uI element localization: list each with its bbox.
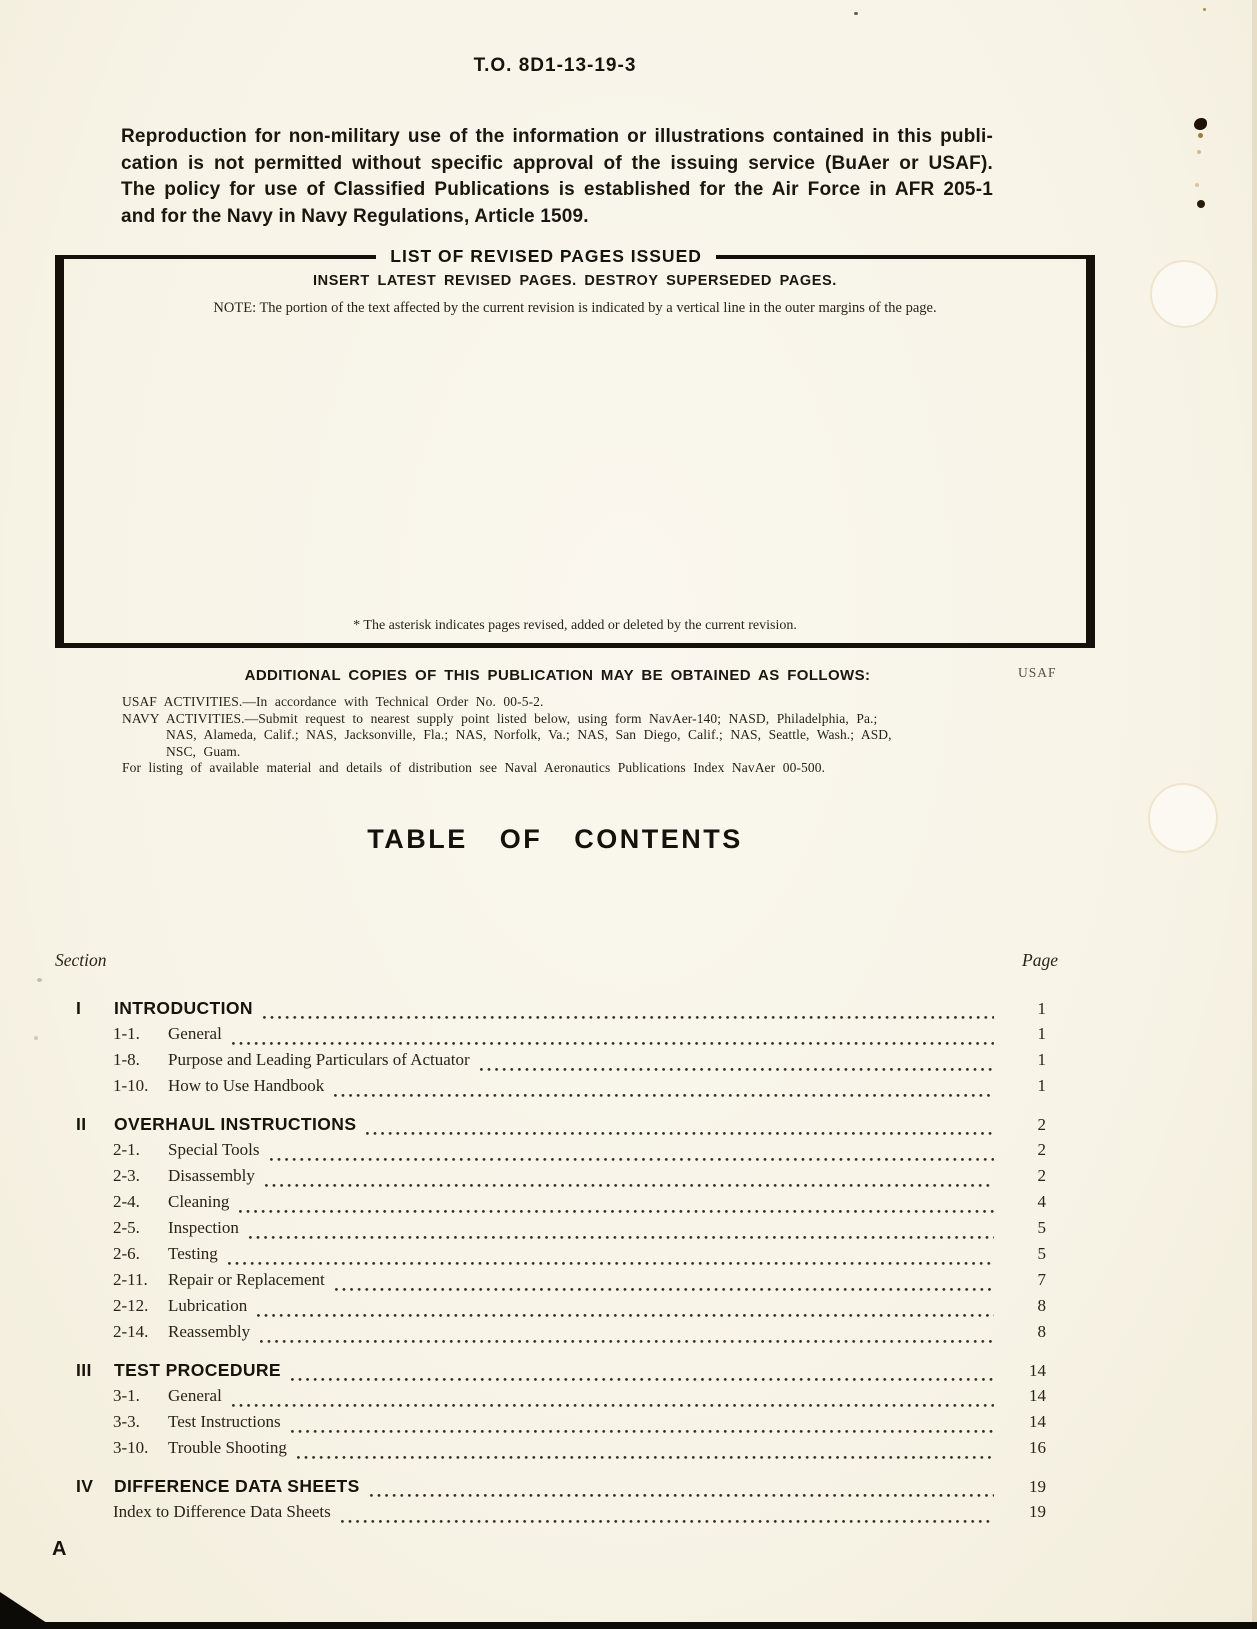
toc-entry-page: 1 (1037, 1076, 1046, 1095)
toc-entry-page: 2 (1037, 1140, 1046, 1159)
toc-entry-number: 3-3. (113, 1412, 140, 1431)
toc-row (55, 1114, 1048, 1140)
page-letter: A (52, 1538, 67, 1560)
toc-row (55, 1244, 1048, 1270)
speck (854, 12, 858, 15)
additional-copies-heading: ADDITIONAL COPIES OF THIS PUBLICATION MAY BE OBTAINED AS FOLLOWS: (244, 667, 871, 684)
toc-entry-number: 3-10. (113, 1438, 149, 1457)
toc-entry-page: 8 (1037, 1296, 1046, 1315)
distribution-line: NSC, Guam. (166, 743, 241, 759)
toc-entry-label: Test Instructions (168, 1412, 281, 1431)
toc-entry-number: 2-6. (113, 1244, 140, 1263)
toc-column-headers (55, 950, 1058, 971)
toc-entry-label: Special Tools (168, 1140, 260, 1159)
toc-entry-number: 2-4. (113, 1192, 140, 1211)
stain-ring (1148, 783, 1218, 853)
toc-entry-number: 1-1. (113, 1024, 140, 1043)
toc-entry-label: Cleaning (168, 1192, 230, 1211)
dot-leader (228, 1262, 994, 1265)
toc-entry-page: 19 (1029, 1477, 1046, 1496)
dot-leader (239, 1210, 994, 1213)
speck (34, 1036, 38, 1040)
distribution-line: USAF ACTIVITIES.—In accordance with Technical Order No. 00-5-2. (122, 694, 544, 709)
reproduction-notice (121, 124, 993, 230)
toc-entry-page: 1 (1037, 999, 1046, 1018)
notice-line: cation is not permitted without specific approval of the issuing service (BuAer or USAF). (121, 152, 993, 174)
dot-leader (232, 1042, 994, 1045)
toc-row (55, 1386, 1048, 1412)
toc-entry-page: 19 (1029, 1502, 1046, 1521)
toc-entry-label: Testing (168, 1244, 218, 1263)
toc-entry-number: IV (76, 1476, 94, 1496)
toc-entry-label: DIFFERENCE DATA SHEETS (114, 1476, 360, 1496)
toc-entry-label: Purpose and Leading Particulars of Actuator (168, 1050, 470, 1069)
toc-row (55, 1438, 1048, 1464)
box-border-bottom (55, 643, 1095, 648)
toc-entry-label: INTRODUCTION (114, 998, 253, 1018)
notice-line: Reproduction for non-military use of the information or illustrations contained in this publi- (121, 126, 993, 147)
toc-row (55, 1322, 1048, 1348)
toc-row (55, 1502, 1048, 1528)
speck (37, 978, 42, 982)
dot-leader (366, 1132, 994, 1135)
ink-dot (1197, 150, 1201, 154)
toc-entry-page: 5 (1037, 1218, 1046, 1237)
revised-pages-box-title-row (55, 244, 1095, 269)
dot-leader (257, 1314, 994, 1317)
toc-entry-label: Lubrication (168, 1296, 248, 1315)
dot-leader (265, 1184, 994, 1187)
toc-entry-page: 14 (1029, 1361, 1046, 1380)
dot-leader (335, 1288, 994, 1291)
stain-ring (1150, 260, 1218, 328)
toc-entry-page: 5 (1037, 1244, 1046, 1263)
toc-row (55, 1218, 1048, 1244)
scan-edge-bottom (0, 1622, 1257, 1629)
dot-leader (263, 1016, 994, 1019)
toc-title: TABLE OF CONTENTS (367, 824, 743, 854)
box-border-left (55, 257, 64, 648)
revised-pages-box (55, 244, 1095, 648)
toc-row (55, 1024, 1048, 1050)
toc-page-label: Page (1022, 950, 1058, 970)
toc-entry-number: 2-3. (113, 1166, 140, 1185)
scan-corner-bottom-left (0, 1592, 56, 1629)
toc-row (55, 1076, 1048, 1102)
toc-entry-label: Index to Difference Data Sheets (113, 1502, 331, 1521)
toc-entry-page: 1 (1037, 1050, 1046, 1069)
ink-dot (1197, 200, 1205, 208)
toc-entry-label: General (168, 1024, 222, 1043)
toc-entry-number: 1-8. (113, 1050, 140, 1069)
toc-section-label: Section (55, 950, 107, 970)
toc-entry-number: 2-14. (113, 1322, 149, 1341)
distribution-line: For listing of available material and details of distribution see Naval Aeronautics Publications Index NavAer 00-500. (122, 760, 826, 775)
toc-row (55, 998, 1048, 1024)
toc-entry-page: 8 (1037, 1322, 1046, 1341)
toc-entry-page: 2 (1037, 1115, 1046, 1134)
toc-entry-label: Inspection (168, 1218, 239, 1237)
toc-entry-number: I (76, 998, 82, 1018)
title-rule-right (716, 255, 1095, 259)
toc-entry-page: 1 (1037, 1024, 1046, 1043)
notice-line: and for the Navy in Navy Regulations, Article 1509. (121, 205, 589, 227)
notice-line: The policy for use of Classified Publications is established for the Air Force in AFR 205-1 (121, 179, 993, 200)
toc-row (55, 1360, 1048, 1386)
dot-leader (270, 1158, 994, 1161)
distribution-lines (122, 694, 994, 777)
toc-entry-page: 14 (1029, 1412, 1046, 1431)
dot-leader (334, 1094, 994, 1097)
ink-dot (1195, 183, 1199, 187)
toc-entry-label: Trouble Shooting (168, 1438, 287, 1457)
distribution-line: NAS, Alameda, Calif.; NAS, Jacksonville, Fla.; NAS, Norfolk, Va.; NAS, San Diego, Calif.; NAS, Seattle, Wash.; ASD, (166, 727, 892, 742)
toc-entry-page: 14 (1029, 1386, 1046, 1405)
toc-entry-label: OVERHAUL INSTRUCTIONS (114, 1114, 357, 1134)
ink-dot (1198, 133, 1203, 138)
toc-entry-number: II (76, 1114, 87, 1134)
dot-leader (341, 1520, 994, 1523)
toc-entry-number: 2-11. (113, 1270, 148, 1289)
dot-leader (291, 1378, 994, 1381)
toc-entry-number: 3-1. (113, 1386, 140, 1405)
toc-row (55, 1270, 1048, 1296)
toc-entry-label: Reassembly (168, 1322, 251, 1341)
dot-leader (260, 1340, 994, 1343)
dot-leader (297, 1456, 994, 1459)
dot-leader (249, 1236, 994, 1239)
toc-entry-label: TEST PROCEDURE (114, 1360, 282, 1380)
toc-entry-number: 2-12. (113, 1296, 149, 1315)
ink-blot (1194, 118, 1207, 130)
toc-entry-number: 2-5. (113, 1218, 140, 1237)
dot-leader (480, 1068, 994, 1071)
usaf-stamp: USAF (1018, 665, 1057, 680)
dot-leader (370, 1494, 994, 1497)
dot-leader (232, 1404, 994, 1407)
toc-entry-label: General (168, 1386, 222, 1405)
toc-row (55, 1192, 1048, 1218)
toc-row (55, 1296, 1048, 1322)
box-border-right (1086, 255, 1095, 648)
toc-entry-page: 2 (1037, 1166, 1046, 1185)
speck (1203, 8, 1206, 11)
toc-entry-page: 16 (1029, 1438, 1046, 1457)
title-rule-left (55, 255, 376, 259)
technical-order-number: T.O. 8D1-13-19-3 (473, 55, 637, 76)
toc-entry-page: 4 (1037, 1192, 1046, 1211)
toc-entry-page: 7 (1037, 1270, 1046, 1289)
distribution-line: NAVY ACTIVITIES.—Submit request to nearest supply point listed below, using form NavAer-140; NASD, Philadelphia, Pa.; (122, 710, 878, 726)
dot-leader (291, 1430, 994, 1433)
toc-entry-number: III (76, 1360, 92, 1380)
toc-entry-number: 1-10. (113, 1076, 149, 1095)
scan-edge-right (1252, 0, 1257, 1629)
toc-entry-label: Repair or Replacement (168, 1270, 325, 1289)
toc-entries (55, 986, 1048, 1528)
toc-entry-label: Disassembly (168, 1166, 255, 1185)
toc-row (55, 1050, 1048, 1076)
toc-row (55, 1412, 1048, 1438)
asterisk-note: * The asterisk indicates pages revised, added or deleted by the current revision. (353, 618, 797, 633)
toc-row (55, 1476, 1048, 1502)
insert-pages-instruction: INSERT LATEST REVISED PAGES. DESTROY SUPERSEDED PAGES. (313, 273, 837, 289)
toc-row (55, 1140, 1048, 1166)
toc-entry-label: How to Use Handbook (168, 1076, 325, 1095)
toc-entry-number: 2-1. (113, 1140, 140, 1159)
revised-pages-box-title: LIST OF REVISED PAGES ISSUED (390, 246, 702, 266)
revision-note: NOTE: The portion of the text affected by the current revision is indicated by a vertical line in the outer margins of the page. (213, 300, 937, 316)
toc-row (55, 1166, 1048, 1192)
